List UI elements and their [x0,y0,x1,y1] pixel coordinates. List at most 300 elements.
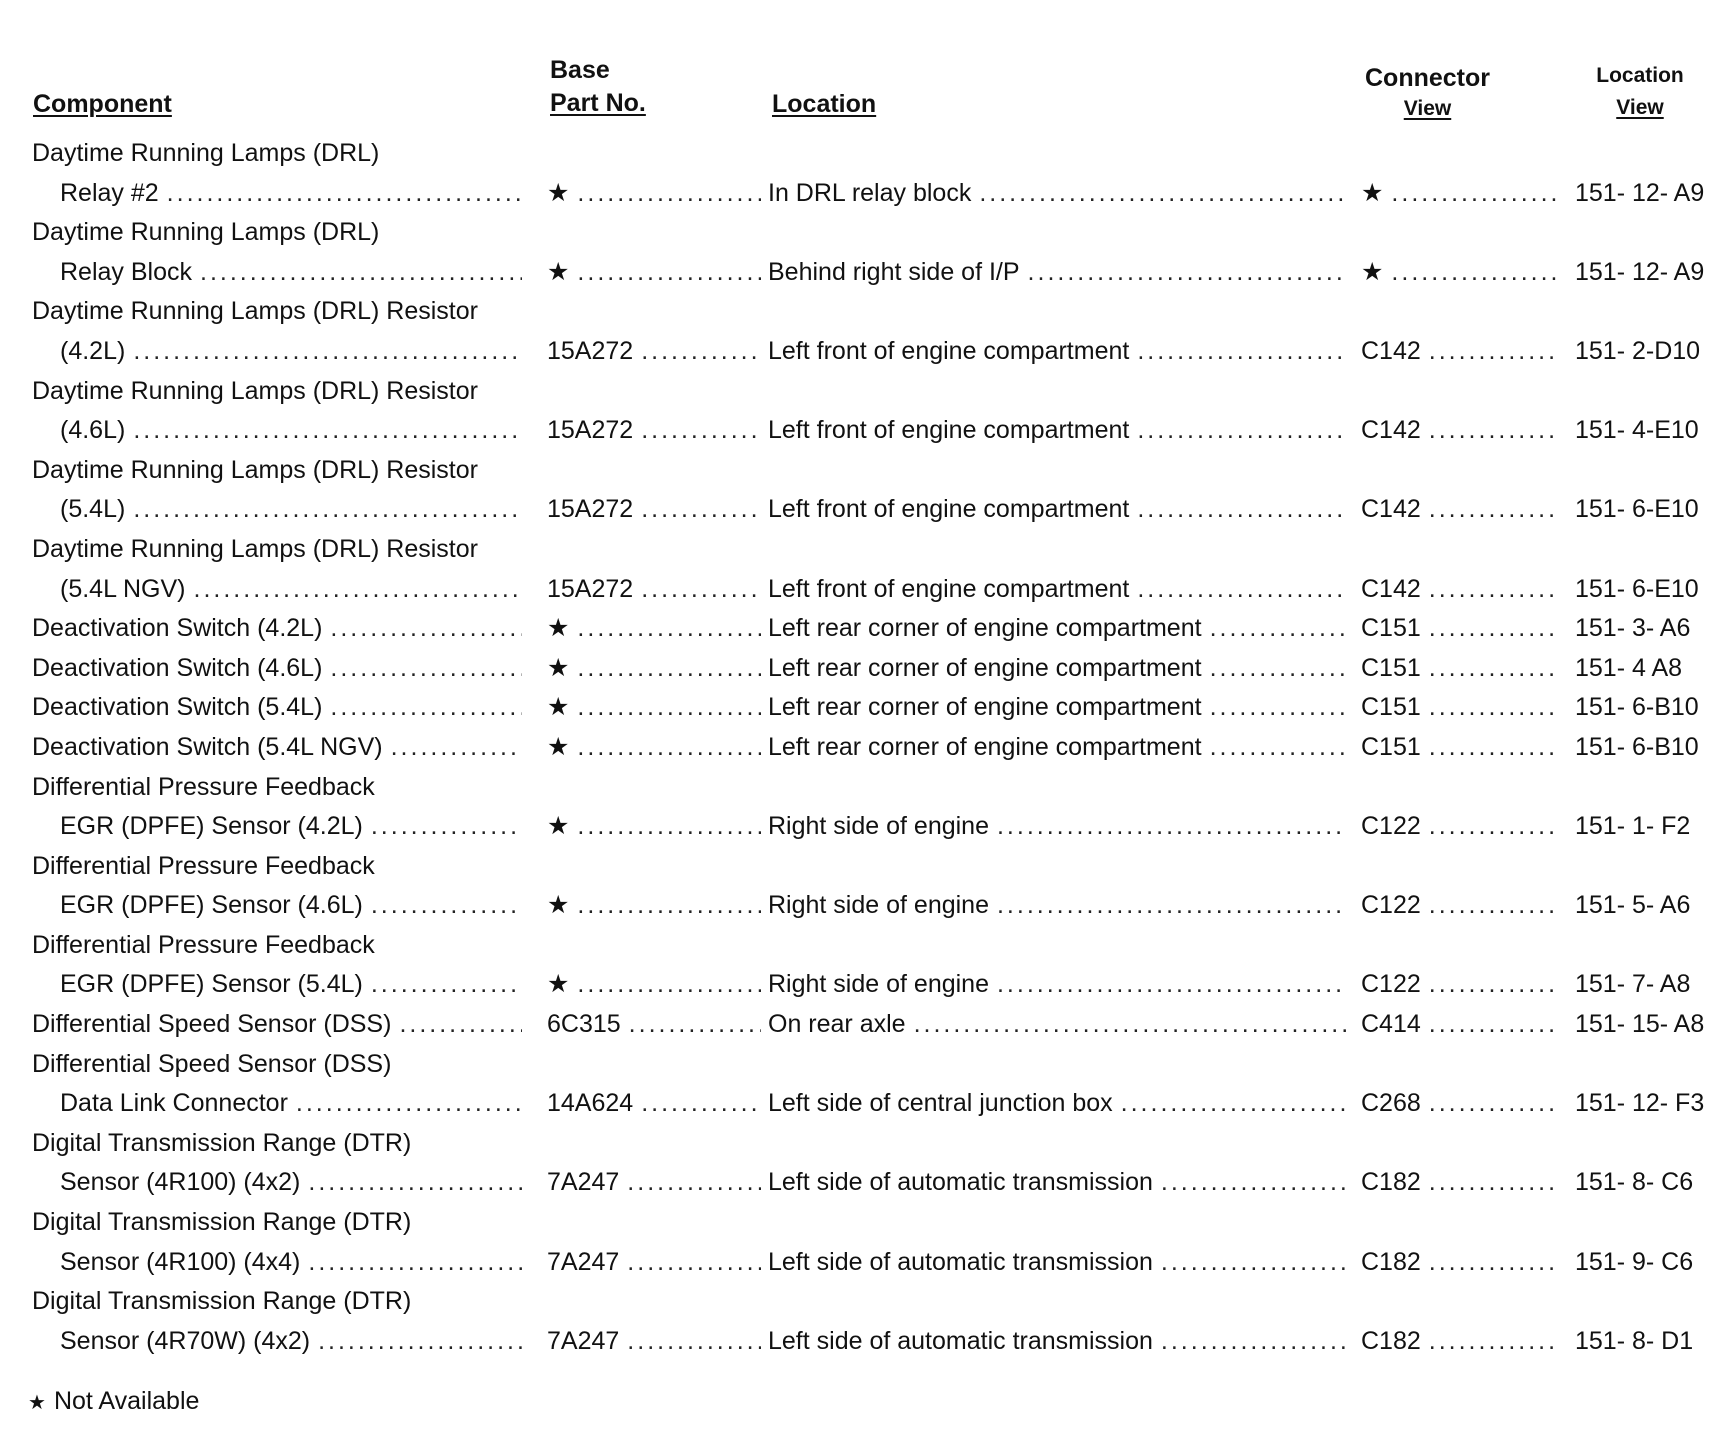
connector-view: C268 [1361,1089,1421,1118]
leader-dots [1429,570,1556,610]
location-view-cell [1575,1243,1724,1283]
leader-dots [133,411,522,451]
location-text: Right side of engine [768,891,989,920]
location-text-cell [768,609,1354,649]
table-row [0,649,1724,689]
leader-dots [1429,1005,1556,1045]
leader-dots [1121,1084,1346,1124]
leader-dots [641,490,761,530]
component-heading-row [0,451,1724,491]
component-name: Data Link Connector [60,1089,288,1118]
leader-dots [1429,728,1556,768]
component-name-cell [60,174,530,214]
connector-view: C151 [1361,614,1421,643]
leader-dots [371,807,522,847]
location-text-cell [768,253,1354,293]
component-name-cell [32,688,530,728]
component-name: Relay Block [60,257,192,286]
leader-dots [1391,174,1556,214]
leader-dots [1429,649,1556,689]
location-view: 151- 8- D1 [1575,1326,1694,1355]
location-view: 151- 6-E10 [1575,495,1699,524]
location-text: In DRL relay block [768,178,972,207]
leader-dots [997,965,1346,1005]
leader-dots [133,332,522,372]
leader-dots [577,886,761,926]
part-number-cell [547,728,769,768]
location-text-cell [768,490,1354,530]
leader-dots [308,1243,522,1283]
location-text: Right side of engine [768,812,989,841]
component-title: Daytime Running Lamps (DRL) [32,139,380,167]
component-heading-row [0,1124,1724,1164]
part-number-cell [547,174,769,214]
connector-view-cell [1361,490,1564,530]
connector-view: C122 [1361,970,1421,999]
leader-dots [1137,332,1346,372]
component-heading-row [0,847,1724,887]
leader-dots [577,609,761,649]
connector-view-cell [1361,886,1564,926]
leader-dots [577,807,761,847]
location-text-cell [768,411,1354,451]
location-view: 151- 1- F2 [1575,812,1691,841]
location-text: Behind right side of I/P [768,257,1020,286]
location-view-cell [1575,649,1724,689]
location-text: Right side of engine [768,970,989,999]
header-part-line1: Base [550,56,610,84]
leader-dots [1429,886,1556,926]
leader-dots [1161,1322,1346,1362]
leader-dots [627,1322,761,1362]
component-title: Differential Speed Sensor (DSS) [32,1049,392,1078]
component-heading-row [0,134,1724,174]
location-view: 151- 5- A6 [1575,891,1691,920]
location-view-cell [1575,411,1724,451]
leader-dots [979,174,1346,214]
location-text-cell [768,1322,1354,1362]
table-row [0,490,1724,530]
location-view-cell [1575,728,1724,768]
location-text-cell [768,1005,1354,1045]
leader-dots [133,490,522,530]
location-view: 151- 15- A8 [1575,1010,1705,1039]
location-view-cell [1575,807,1724,847]
table-row [0,1084,1724,1124]
connector-view-cell [1361,411,1564,451]
connector-view-cell [1361,1084,1564,1124]
component-name-cell [60,1084,530,1124]
location-view-cell [1575,1084,1724,1124]
component-name-cell [60,1322,530,1362]
component-heading-row [0,926,1724,966]
component-name-cell [60,807,530,847]
location-view-cell [1575,570,1724,610]
location-view-cell [1575,1322,1724,1362]
location-view: 151- 2-D10 [1575,336,1701,365]
component-name-cell [60,965,530,1005]
location-view: 151- 9- C6 [1575,1247,1694,1276]
connector-view: C122 [1361,891,1421,920]
component-name: EGR (DPFE) Sensor (4.6L) [60,891,363,920]
part-number-cell [547,1005,769,1045]
location-text-cell [768,1084,1354,1124]
connector-view: C151 [1361,693,1421,722]
part-number-cell [547,688,769,728]
leader-dots [330,609,522,649]
part-number: ★ [547,891,570,920]
location-view-cell [1575,609,1724,649]
part-number-cell [547,807,769,847]
leader-dots [577,649,761,689]
table-row [0,253,1724,293]
location-view: 151- 6-B10 [1575,693,1699,722]
component-name-cell [60,570,530,610]
component-name-cell [60,886,530,926]
component-name: Sensor (4R100) (4x4) [60,1247,301,1276]
leader-dots [641,411,761,451]
table-row [0,965,1724,1005]
leader-dots [641,1084,761,1124]
location-view-cell [1575,965,1724,1005]
location-view-cell [1575,174,1724,214]
component-name: Sensor (4R100) (4x2) [60,1168,301,1197]
connector-view-cell [1361,1243,1564,1283]
component-name-cell [32,728,530,768]
component-name-cell [60,1163,530,1203]
component-name: Relay #2 [60,178,159,207]
location-text: Left front of engine compartment [768,336,1130,365]
component-name: EGR (DPFE) Sensor (4.2L) [60,812,363,841]
part-number: 7A247 [547,1326,620,1355]
component-title: Differential Pressure Feedback [32,772,375,801]
leader-dots [1161,1163,1346,1203]
leader-dots [997,807,1346,847]
location-view: 151- 6-E10 [1575,574,1699,603]
connector-view-cell [1361,253,1564,293]
component-name: Deactivation Switch (4.6L) [32,653,323,682]
header-connector-line2: View [1403,97,1452,120]
connector-view-cell [1361,688,1564,728]
leader-dots [1429,807,1556,847]
connector-view: C151 [1361,732,1421,761]
leader-dots [1137,490,1346,530]
part-number-cell [547,570,769,610]
part-number: ★ [547,257,570,286]
component-heading-row [0,372,1724,412]
component-heading-row [0,1203,1724,1243]
component-title: Daytime Running Lamps (DRL) [32,218,380,247]
component-heading-row [0,1282,1724,1322]
component-name-cell [32,649,530,689]
header-part-line2: Part No. [550,89,646,117]
header-location [772,88,876,121]
table-row [0,728,1724,768]
part-number: ★ [547,812,570,841]
leader-dots [318,1322,522,1362]
table-row [0,1322,1724,1362]
connector-view: ★ [1361,257,1384,286]
part-number: 7A247 [547,1168,620,1197]
location-text: Left front of engine compartment [768,574,1130,603]
component-name: (5.4L NGV) [60,574,186,603]
leader-dots [1137,411,1346,451]
component-heading-row [0,1045,1724,1085]
location-text: On rear axle [768,1010,906,1039]
leader-dots [1429,965,1556,1005]
component-name-cell [60,253,530,293]
table-row [0,1005,1724,1045]
part-number-cell [547,1163,769,1203]
location-view-cell [1575,1163,1724,1203]
table-row [0,688,1724,728]
component-title: Daytime Running Lamps (DRL) Resistor [32,376,478,405]
part-number: ★ [547,178,570,207]
location-text: Left side of automatic transmission [768,1247,1153,1276]
location-view-cell [1575,490,1724,530]
component-name-cell [60,1243,530,1283]
component-name: Deactivation Switch (5.4L NGV) [32,732,383,761]
location-text: Left side of automatic transmission [768,1168,1153,1197]
part-number-cell [547,1084,769,1124]
component-name: Deactivation Switch (4.2L) [32,614,323,643]
location-view: 151- 12- A9 [1575,257,1705,286]
connector-view-cell [1361,1005,1564,1045]
component-heading-row [0,213,1724,253]
connector-view-cell [1361,609,1564,649]
location-view-cell [1575,688,1724,728]
location-text-cell [768,886,1354,926]
table-row [0,886,1724,926]
part-number-cell [547,332,769,372]
location-view: 151- 8- C6 [1575,1168,1694,1197]
part-number: 15A272 [547,336,634,365]
leader-dots [371,886,522,926]
component-name: (5.4L) [60,495,126,524]
location-view-cell [1575,253,1724,293]
part-number: 15A272 [547,574,634,603]
table-row [0,1163,1724,1203]
location-text: Left rear corner of engine compartment [768,693,1202,722]
connector-view: C142 [1361,574,1421,603]
table-row [0,411,1724,451]
leader-dots [194,570,522,610]
leader-dots [641,570,761,610]
header-component [33,88,172,121]
footnote-text: Not Available [53,1387,200,1415]
component-name: (4.2L) [60,336,126,365]
connector-view: C182 [1361,1247,1421,1276]
leader-dots [330,688,522,728]
component-title: Daytime Running Lamps (DRL) Resistor [32,534,478,563]
header-locview-line2: View [1616,96,1664,119]
header-locview-line1: Location [1596,64,1684,87]
location-text-cell [768,174,1354,214]
connector-view-cell [1361,570,1564,610]
connector-view-cell [1361,332,1564,372]
location-view: 151- 12- F3 [1575,1089,1705,1118]
leader-dots [1210,688,1346,728]
connector-view: C182 [1361,1326,1421,1355]
part-number: 7A247 [547,1247,620,1276]
header-component-label: Component [33,90,172,118]
connector-view-cell [1361,1163,1564,1203]
connector-view-cell [1361,1322,1564,1362]
header-connector-line1: Connector [1365,64,1490,92]
connector-view: ★ [1361,178,1384,207]
component-name: Deactivation Switch (5.4L) [32,693,323,722]
leader-dots [399,1005,522,1045]
leader-dots [577,965,761,1005]
leader-dots [1429,688,1556,728]
location-view-cell [1575,332,1724,372]
leader-dots [1429,1163,1556,1203]
header-part-number [550,54,646,120]
part-number: ★ [547,653,570,682]
component-table [0,134,1724,1361]
leader-dots [577,688,761,728]
location-text-cell [768,1163,1354,1203]
location-text: Left front of engine compartment [768,416,1130,445]
leader-dots [577,174,761,214]
header-connector-view [1355,62,1500,123]
component-heading-row [0,530,1724,570]
leader-dots [1429,490,1556,530]
part-number: 14A624 [547,1089,634,1118]
leader-dots [627,1163,761,1203]
part-number: 6C315 [547,1010,621,1039]
connector-view: C142 [1361,336,1421,365]
leader-dots [1429,609,1556,649]
leader-dots [200,253,522,293]
location-text-cell [768,688,1354,728]
component-title: Differential Pressure Feedback [32,851,375,880]
table-row [0,609,1724,649]
location-view: 151- 12- A9 [1575,178,1705,207]
leader-dots [627,1243,761,1283]
part-number: ★ [547,970,570,999]
connector-view: C142 [1361,416,1421,445]
component-title: Digital Transmission Range (DTR) [32,1128,412,1157]
leader-dots [167,174,522,214]
part-number-cell [547,490,769,530]
location-text-cell [768,332,1354,372]
connector-view: C151 [1361,653,1421,682]
leader-dots [577,728,761,768]
part-number-cell [547,965,769,1005]
leader-dots [1161,1243,1346,1283]
location-text: Left side of central junction box [768,1089,1113,1118]
leader-dots [1028,253,1346,293]
table-row [0,174,1724,214]
header-location-label: Location [772,90,877,118]
connector-view-cell [1361,965,1564,1005]
location-text-cell [768,570,1354,610]
component-name-cell [60,332,530,372]
leader-dots [330,649,522,689]
part-number: ★ [547,693,570,722]
leader-dots [997,886,1346,926]
component-title: Differential Pressure Feedback [32,930,375,959]
leader-dots [1391,253,1556,293]
location-view-cell [1575,1005,1724,1045]
star-icon: ★ [28,1392,46,1414]
location-text: Left rear corner of engine compartment [768,653,1202,682]
connector-view: C142 [1361,495,1421,524]
leader-dots [1137,570,1346,610]
leader-dots [391,728,522,768]
location-view: 151- 3- A6 [1575,614,1691,643]
connector-view-cell [1361,728,1564,768]
leader-dots [1429,1243,1556,1283]
leader-dots [1429,411,1556,451]
table-row [0,570,1724,610]
location-text: Left front of engine compartment [768,495,1130,524]
connector-view: C414 [1361,1010,1421,1039]
location-view: 151- 4-E10 [1575,416,1699,445]
connector-view: C122 [1361,812,1421,841]
component-title: Daytime Running Lamps (DRL) Resistor [32,297,478,326]
part-number-cell [547,253,769,293]
location-view-cell [1575,886,1724,926]
part-number: 15A272 [547,416,634,445]
component-name-cell [60,490,530,530]
component-name: Sensor (4R70W) (4x2) [60,1326,311,1355]
location-view: 151- 6-B10 [1575,732,1699,761]
component-name-cell [32,1005,530,1045]
leader-dots [1429,1084,1556,1124]
leader-dots [1429,332,1556,372]
part-number-cell [547,886,769,926]
location-text-cell [768,965,1354,1005]
leader-dots [1210,609,1346,649]
table-row [0,332,1724,372]
location-text: Left rear corner of engine compartment [768,732,1202,761]
part-number: 15A272 [547,495,634,524]
leader-dots [308,1163,522,1203]
location-text-cell [768,1243,1354,1283]
leader-dots [371,965,522,1005]
leader-dots [577,253,761,293]
leader-dots [1210,728,1346,768]
leader-dots [641,332,761,372]
connector-view-cell [1361,174,1564,214]
part-number-cell [547,649,769,689]
connector-view: C182 [1361,1168,1421,1197]
leader-dots [1429,1322,1556,1362]
footnote [28,1387,199,1416]
component-name: (4.6L) [60,416,126,445]
component-heading-row [0,768,1724,808]
connector-view-cell [1361,807,1564,847]
component-name: Differential Speed Sensor (DSS) [32,1010,392,1039]
leader-dots [914,1005,1346,1045]
location-text-cell [768,649,1354,689]
location-text: Left rear corner of engine compartment [768,614,1202,643]
component-name-cell [60,411,530,451]
leader-dots [1210,649,1346,689]
header-location-view [1580,60,1700,124]
component-name-cell [32,609,530,649]
leader-dots [296,1084,522,1124]
part-number-cell [547,609,769,649]
part-number-cell [547,1243,769,1283]
table-row [0,807,1724,847]
component-title: Digital Transmission Range (DTR) [32,1287,412,1316]
component-title: Digital Transmission Range (DTR) [32,1208,412,1237]
component-title: Daytime Running Lamps (DRL) Resistor [32,455,478,484]
leader-dots [629,1005,761,1045]
